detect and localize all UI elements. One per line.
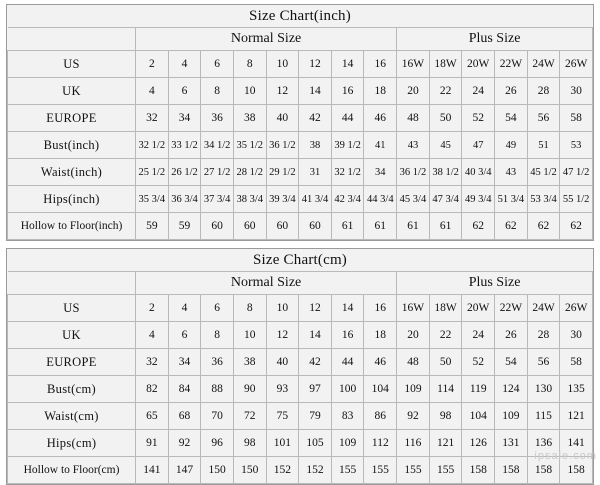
cell: 14 xyxy=(299,78,332,105)
cell: 46 xyxy=(364,105,397,132)
cell: 48 xyxy=(397,105,430,132)
cell: 12 xyxy=(299,51,332,78)
cell: 114 xyxy=(429,376,462,403)
cell: 59 xyxy=(168,213,201,240)
cell: 61 xyxy=(429,213,462,240)
cell: 112 xyxy=(364,430,397,457)
table-group-row xyxy=(8,272,593,295)
chart-title: Size Chart(cm) xyxy=(8,249,593,272)
cell: 45 3/4 xyxy=(397,186,430,213)
cell: 43 xyxy=(397,132,430,159)
cell: 4 xyxy=(136,78,169,105)
table-group-row xyxy=(8,28,593,51)
cell: 6 xyxy=(201,295,234,322)
cell: 75 xyxy=(266,403,299,430)
row-label-bust-inch: Bust(inch) xyxy=(8,132,136,159)
cell: 121 xyxy=(429,430,462,457)
cell: 50 xyxy=(429,349,462,376)
cell: 79 xyxy=(299,403,332,430)
cell: 29 1/2 xyxy=(266,159,299,186)
watermark: ipsale.com xyxy=(534,450,597,462)
cell: 136 xyxy=(527,430,560,457)
cell: 54 xyxy=(495,349,528,376)
cell: 39 1/2 xyxy=(331,132,364,159)
cell: 10 xyxy=(233,322,266,349)
cell: 135 xyxy=(560,376,593,403)
row-label-uk: UK xyxy=(8,322,136,349)
cell: 16 xyxy=(331,322,364,349)
cell: 26W xyxy=(560,51,593,78)
cell: 60 xyxy=(266,213,299,240)
cell: 98 xyxy=(233,430,266,457)
row-label-europe: EUROPE xyxy=(8,349,136,376)
table-row xyxy=(8,457,593,484)
cell: 70 xyxy=(201,403,234,430)
group-header-plus-size: Plus Size xyxy=(397,28,593,51)
cell: 36 3/4 xyxy=(168,186,201,213)
cell: 51 3/4 xyxy=(495,186,528,213)
cell: 155 xyxy=(429,457,462,484)
cell: 18 xyxy=(364,322,397,349)
cell: 12 xyxy=(266,78,299,105)
cell: 16W xyxy=(397,51,430,78)
cell: 115 xyxy=(527,403,560,430)
cell: 68 xyxy=(168,403,201,430)
cell: 10 xyxy=(266,295,299,322)
cell: 28 xyxy=(527,322,560,349)
cell: 44 xyxy=(331,349,364,376)
cell: 155 xyxy=(331,457,364,484)
table-row xyxy=(8,349,593,376)
cell: 24W xyxy=(527,51,560,78)
table-row xyxy=(8,430,593,457)
cell: 20W xyxy=(462,51,495,78)
cell: 150 xyxy=(201,457,234,484)
group-header-plus-size: Plus Size xyxy=(397,272,593,295)
cell: 52 xyxy=(462,349,495,376)
cell: 20 xyxy=(397,322,430,349)
cell: 61 xyxy=(331,213,364,240)
cell: 10 xyxy=(266,51,299,78)
cell: 35 3/4 xyxy=(136,186,169,213)
cell: 18 xyxy=(364,78,397,105)
cell: 121 xyxy=(560,403,593,430)
cell: 49 xyxy=(495,132,528,159)
cell: 88 xyxy=(201,376,234,403)
cell: 38 xyxy=(299,132,332,159)
cell: 62 xyxy=(560,213,593,240)
cell: 49 3/4 xyxy=(462,186,495,213)
cell: 14 xyxy=(331,51,364,78)
row-label-hips-inch: Hips(inch) xyxy=(8,186,136,213)
row-label-waist-inch: Waist(inch) xyxy=(8,159,136,186)
cell: 152 xyxy=(266,457,299,484)
chart-title: Size Chart(inch) xyxy=(8,5,593,28)
cell: 72 xyxy=(233,403,266,430)
cell: 4 xyxy=(168,295,201,322)
cell: 32 1/2 xyxy=(136,132,169,159)
cell: 16W xyxy=(397,295,430,322)
cell: 26 xyxy=(495,78,528,105)
row-label-us: US xyxy=(8,295,136,322)
row-label-hips-cm: Hips(cm) xyxy=(8,430,136,457)
cell: 150 xyxy=(233,457,266,484)
cell: 40 3/4 xyxy=(462,159,495,186)
cell: 16 xyxy=(331,78,364,105)
cell: 92 xyxy=(168,430,201,457)
cell: 52 xyxy=(462,105,495,132)
cell: 22 xyxy=(429,78,462,105)
cell: 101 xyxy=(266,430,299,457)
cell: 109 xyxy=(495,403,528,430)
cell: 4 xyxy=(168,51,201,78)
cell: 8 xyxy=(201,78,234,105)
cell: 51 xyxy=(527,132,560,159)
cell: 36 1/2 xyxy=(397,159,430,186)
cell: 4 xyxy=(136,322,169,349)
cell: 32 1/2 xyxy=(331,159,364,186)
cell: 158 xyxy=(495,457,528,484)
table-row xyxy=(8,322,593,349)
cell: 18W xyxy=(429,295,462,322)
cell: 33 1/2 xyxy=(168,132,201,159)
table-row xyxy=(8,186,593,213)
cell: 152 xyxy=(299,457,332,484)
cell: 22W xyxy=(495,295,528,322)
cell: 37 3/4 xyxy=(201,186,234,213)
size-chart-inch-table xyxy=(7,5,593,240)
cell: 100 xyxy=(331,376,364,403)
row-label-bust-cm: Bust(cm) xyxy=(8,376,136,403)
cell: 25 1/2 xyxy=(136,159,169,186)
cell: 109 xyxy=(331,430,364,457)
group-header-blank xyxy=(8,28,136,51)
cell: 56 xyxy=(527,105,560,132)
cell: 82 xyxy=(136,376,169,403)
cell: 98 xyxy=(429,403,462,430)
cell: 91 xyxy=(136,430,169,457)
cell: 14 xyxy=(331,295,364,322)
cell: 24 xyxy=(462,78,495,105)
cell: 84 xyxy=(168,376,201,403)
table-title-row xyxy=(8,249,593,272)
cell: 40 xyxy=(266,105,299,132)
table-title-row xyxy=(8,5,593,28)
cell: 46 xyxy=(364,349,397,376)
cell: 126 xyxy=(462,430,495,457)
cell: 16 xyxy=(364,51,397,78)
cell: 105 xyxy=(299,430,332,457)
table-row xyxy=(8,295,593,322)
cell: 6 xyxy=(168,78,201,105)
cell: 24W xyxy=(527,295,560,322)
cell: 8 xyxy=(233,51,266,78)
cell: 28 xyxy=(527,78,560,105)
cell: 45 1/2 xyxy=(527,159,560,186)
cell: 2 xyxy=(136,51,169,78)
cell: 60 xyxy=(233,213,266,240)
cell: 61 xyxy=(397,213,430,240)
cell: 104 xyxy=(462,403,495,430)
cell: 61 xyxy=(364,213,397,240)
cell: 26 xyxy=(495,322,528,349)
cell: 53 3/4 xyxy=(527,186,560,213)
size-chart-cm-block xyxy=(6,248,594,485)
cell: 38 1/2 xyxy=(429,159,462,186)
cell: 42 xyxy=(299,349,332,376)
cell: 34 xyxy=(168,349,201,376)
cell: 119 xyxy=(462,376,495,403)
table-row xyxy=(8,376,593,403)
cell: 6 xyxy=(201,51,234,78)
cell: 38 xyxy=(233,349,266,376)
cell: 147 xyxy=(168,457,201,484)
row-label-europe: EUROPE xyxy=(8,105,136,132)
cell: 55 1/2 xyxy=(560,186,593,213)
cell: 44 3/4 xyxy=(364,186,397,213)
cell: 50 xyxy=(429,105,462,132)
cell: 6 xyxy=(168,322,201,349)
cell: 32 xyxy=(136,349,169,376)
cell: 155 xyxy=(397,457,430,484)
cell: 40 xyxy=(266,349,299,376)
cell: 59 xyxy=(136,213,169,240)
cell: 31 xyxy=(299,159,332,186)
table-row xyxy=(8,51,593,78)
cell: 62 xyxy=(527,213,560,240)
cell: 38 3/4 xyxy=(233,186,266,213)
row-label-hollow-to-floor-inch: Hollow to Floor(inch) xyxy=(8,213,136,240)
row-label-waist-cm: Waist(cm) xyxy=(8,403,136,430)
cell: 32 xyxy=(136,105,169,132)
cell: 20 xyxy=(397,78,430,105)
cell: 34 1/2 xyxy=(201,132,234,159)
cell: 30 xyxy=(560,322,593,349)
cell: 22 xyxy=(429,322,462,349)
cell: 109 xyxy=(397,376,430,403)
cell: 124 xyxy=(495,376,528,403)
row-label-uk: UK xyxy=(8,78,136,105)
cell: 26W xyxy=(560,295,593,322)
row-label-us: US xyxy=(8,51,136,78)
cell: 158 xyxy=(560,457,593,484)
table-row xyxy=(8,159,593,186)
cell: 22W xyxy=(495,51,528,78)
table-row xyxy=(8,403,593,430)
cell: 92 xyxy=(397,403,430,430)
cell: 141 xyxy=(136,457,169,484)
cell: 41 xyxy=(364,132,397,159)
group-header-blank xyxy=(8,272,136,295)
cell: 10 xyxy=(233,78,266,105)
cell: 131 xyxy=(495,430,528,457)
cell: 155 xyxy=(364,457,397,484)
cell: 20W xyxy=(462,295,495,322)
cell: 34 xyxy=(364,159,397,186)
cell: 93 xyxy=(266,376,299,403)
cell: 104 xyxy=(364,376,397,403)
cell: 2 xyxy=(136,295,169,322)
cell: 12 xyxy=(266,322,299,349)
cell: 47 1/2 xyxy=(560,159,593,186)
cell: 43 xyxy=(495,159,528,186)
cell: 47 3/4 xyxy=(429,186,462,213)
cell: 58 xyxy=(560,105,593,132)
cell: 42 xyxy=(299,105,332,132)
cell: 158 xyxy=(462,457,495,484)
cell: 14 xyxy=(299,322,332,349)
table-row xyxy=(8,132,593,159)
cell: 96 xyxy=(201,430,234,457)
cell: 39 3/4 xyxy=(266,186,299,213)
cell: 28 1/2 xyxy=(233,159,266,186)
cell: 41 3/4 xyxy=(299,186,332,213)
cell: 60 xyxy=(201,213,234,240)
cell: 58 xyxy=(560,349,593,376)
cell: 83 xyxy=(331,403,364,430)
group-header-normal-size: Normal Size xyxy=(136,28,397,51)
cell: 45 xyxy=(429,132,462,159)
cell: 36 xyxy=(201,349,234,376)
cell: 141 xyxy=(560,430,593,457)
cell: 8 xyxy=(233,295,266,322)
cell: 35 1/2 xyxy=(233,132,266,159)
cell: 36 xyxy=(201,105,234,132)
cell: 116 xyxy=(397,430,430,457)
cell: 97 xyxy=(299,376,332,403)
table-row xyxy=(8,213,593,240)
cell: 62 xyxy=(495,213,528,240)
cell: 8 xyxy=(201,322,234,349)
cell: 62 xyxy=(462,213,495,240)
cell: 44 xyxy=(331,105,364,132)
cell: 27 1/2 xyxy=(201,159,234,186)
cell: 60 xyxy=(299,213,332,240)
cell: 42 3/4 xyxy=(331,186,364,213)
cell: 48 xyxy=(397,349,430,376)
cell: 86 xyxy=(364,403,397,430)
cell: 158 xyxy=(527,457,560,484)
cell: 54 xyxy=(495,105,528,132)
row-label-hollow-to-floor-cm: Hollow to Floor(cm) xyxy=(8,457,136,484)
cell: 90 xyxy=(233,376,266,403)
size-chart-cm-table xyxy=(7,249,593,484)
group-header-normal-size: Normal Size xyxy=(136,272,397,295)
table-row xyxy=(8,105,593,132)
cell: 12 xyxy=(299,295,332,322)
cell: 34 xyxy=(168,105,201,132)
cell: 47 xyxy=(462,132,495,159)
size-chart-inch-block xyxy=(6,4,594,241)
table-row xyxy=(8,78,593,105)
cell: 26 1/2 xyxy=(168,159,201,186)
cell: 65 xyxy=(136,403,169,430)
cell: 38 xyxy=(233,105,266,132)
cell: 24 xyxy=(462,322,495,349)
cell: 16 xyxy=(364,295,397,322)
cell: 53 xyxy=(560,132,593,159)
cell: 56 xyxy=(527,349,560,376)
cell: 36 1/2 xyxy=(266,132,299,159)
cell: 30 xyxy=(560,78,593,105)
cell: 130 xyxy=(527,376,560,403)
cell: 18W xyxy=(429,51,462,78)
